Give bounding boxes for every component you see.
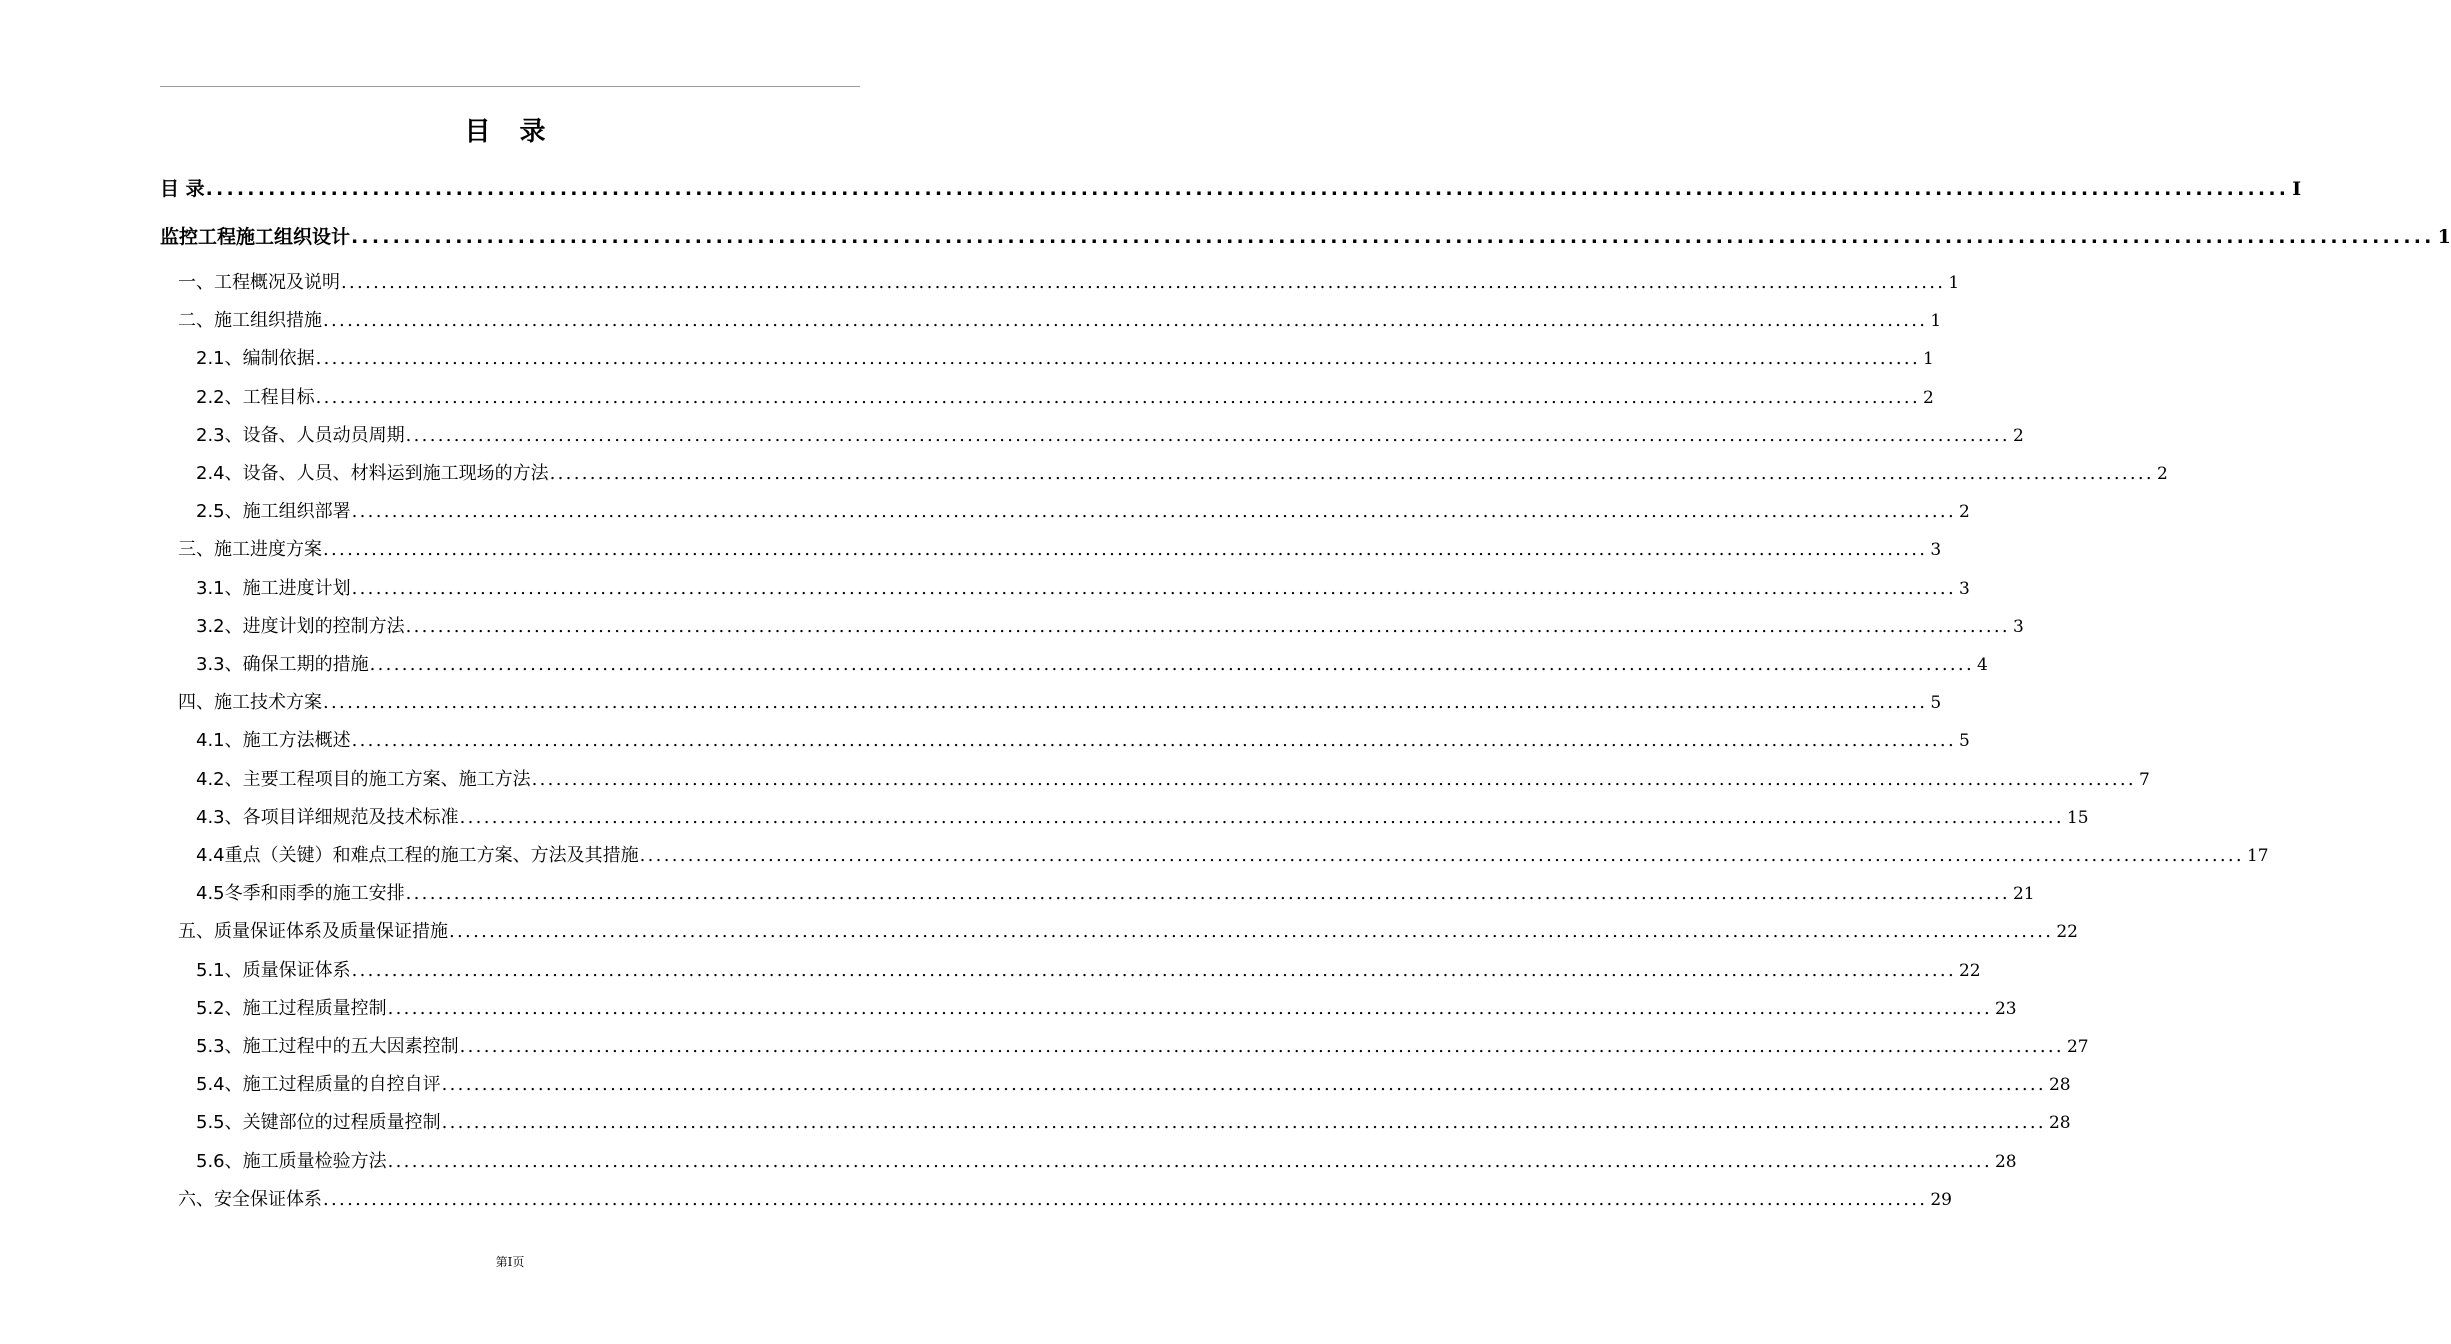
toc-entry-page-number: 5 <box>1958 731 1970 752</box>
toc-entry-page-number: 1 <box>1922 349 1934 370</box>
toc-entry-page-number: 2 <box>2012 425 2024 446</box>
toc-entry-title: 5.4、施工过程质量的自控自评 <box>196 1074 441 1096</box>
toc-leader-dots: ........................................................................................................................................................................................................ <box>351 226 2435 248</box>
toc-entry-title: 4.4重点（关键）和难点工程的施工方案、方法及其措施 <box>196 845 639 866</box>
toc-entry-title: 二、施工组织措施 <box>178 310 322 332</box>
toc-entry-title: 六、安全保证体系 <box>178 1188 322 1210</box>
toc-entry[interactable] <box>178 306 1942 332</box>
toc-entry-title: 5.5、关键部位的过程质量控制 <box>196 1112 441 1134</box>
toc-leader-dots: ........................................................................................................................................................................................................ <box>639 845 2244 866</box>
toc-entry-page-number: 2 <box>1958 502 1970 523</box>
page-footer: 第I页 <box>495 1255 525 1269</box>
toc-leader-dots: ........................................................................................................................................................................................................ <box>441 1074 2046 1096</box>
toc-entry-page-number: 1 <box>2437 226 2451 248</box>
toc-entry-page-number: 7 <box>2138 769 2150 790</box>
toc-entry-title: 4.5冬季和雨季的施工安排 <box>196 883 405 905</box>
toc-entry-title: 2.4、设备、人员、材料运到施工现场的方法 <box>196 463 549 484</box>
toc-leader-dots: ........................................................................................................................................................................................................ <box>315 348 1920 370</box>
toc-entry-page-number: 28 <box>2048 1075 2071 1096</box>
toc-leader-dots: ........................................................................................................................................................................................................ <box>351 501 1956 523</box>
toc-leader-dots: ........................................................................................................................................................................................................ <box>387 1150 1992 1172</box>
toc-entry-page-number: 29 <box>1930 1189 1952 1210</box>
toc-entry-title: 监控工程施工组织设计 <box>160 226 351 248</box>
toc-entry-title: 5.2、施工过程质量控制 <box>196 997 387 1019</box>
toc-entry-page-number: 3 <box>1930 540 1942 561</box>
toc-leader-dots: ........................................................................................................................................................................................................ <box>351 577 1956 599</box>
toc-entry-title: 四、施工技术方案 <box>178 692 322 714</box>
toc-leader-dots: ........................................................................................................................................................................................................ <box>323 539 1928 561</box>
toc-entry[interactable] <box>196 1108 2071 1134</box>
toc-leader-dots: ........................................................................................................................................................................................................ <box>459 806 2064 828</box>
toc-entry-title: 3.3、确保工期的措施 <box>196 654 369 675</box>
toc-entry[interactable] <box>196 803 2089 829</box>
toc-entry-page-number: 21 <box>2012 884 2035 905</box>
toc-entry-title: 3.2、进度计划的控制方法 <box>196 615 405 637</box>
toc-entry-title: 4.1、施工方法概述 <box>196 730 351 752</box>
toc-entry-page-number: 5 <box>1930 693 1942 714</box>
toc-entry-page-number: 22 <box>2056 922 2078 943</box>
toc-leader-dots: ........................................................................................................................................................................................................ <box>405 424 2010 446</box>
toc-entry-title: 一、工程概况及说明 <box>178 272 340 293</box>
toc-entry-title: 五、质量保证体系及质量保证措施 <box>178 921 448 943</box>
toc-entry[interactable] <box>196 344 1934 370</box>
toc-entry[interactable] <box>196 421 2024 447</box>
toc-entry-page-number: 17 <box>2246 846 2269 866</box>
toc-entry[interactable] <box>178 688 1942 714</box>
toc-entry[interactable] <box>196 383 1934 409</box>
toc-entry[interactable] <box>196 765 2150 791</box>
toc-entry[interactable] <box>196 879 2035 905</box>
toc-entry-title: 4.2、主要工程项目的施工方案、施工方法 <box>196 768 531 790</box>
toc-entry-page-number: 2 <box>2156 464 2168 484</box>
toc-entry[interactable] <box>196 994 2017 1020</box>
toc-leader-dots: ........................................................................................................................................................................................................ <box>315 386 1920 408</box>
toc-entry[interactable] <box>196 497 1970 523</box>
toc-leader-dots: ........................................................................................................................................................................................................ <box>369 654 1974 675</box>
toc-entry-title: 3.1、施工进度计划 <box>196 577 351 599</box>
toc-entry-page-number: 4 <box>1976 655 1988 675</box>
toc-entry-page-number: 28 <box>1994 1151 2017 1172</box>
toc-leader-dots: ........................................................................................................................................................................................................ <box>387 997 1992 1019</box>
toc-entry-page-number: 28 <box>2048 1113 2071 1134</box>
toc-leader-dots: ........................................................................................................................................................................................................ <box>351 959 1956 981</box>
toc-entry-title: 2.2、工程目标 <box>196 386 315 408</box>
toc-entry[interactable] <box>196 1032 2089 1058</box>
toc-entry-page-number: 15 <box>2066 807 2089 828</box>
toc-entry-page-number: 3 <box>2012 616 2024 637</box>
toc-entry[interactable] <box>196 612 2024 638</box>
toc-entry-page-number: 3 <box>1958 578 1970 599</box>
toc-entry-page-number: 1 <box>1930 311 1942 332</box>
toc-entry[interactable] <box>160 222 2451 249</box>
toc-entry-page-number: I <box>2292 178 2302 200</box>
toc-entry[interactable] <box>196 650 1988 676</box>
toc-entry-title: 4.3、各项目详细规范及技术标准 <box>196 806 459 828</box>
toc-leader-dots: ........................................................................................................................................................................................................ <box>341 272 1946 293</box>
toc-entry[interactable] <box>178 917 2078 943</box>
toc-entry-page-number: 27 <box>2066 1037 2089 1057</box>
toc-entry[interactable] <box>178 535 1942 561</box>
toc-leader-dots: ........................................................................................................................................................................................................ <box>441 1112 2046 1134</box>
toc-entry-title: 5.6、施工质量检验方法 <box>196 1150 387 1172</box>
toc-entry-title: 5.1、质量保证体系 <box>196 959 351 981</box>
toc-entry-title: 目 录 <box>160 178 205 200</box>
toc-leader-dots: ........................................................................................................................................................................................................ <box>405 883 2010 905</box>
toc-leader-dots: ........................................................................................................................................................................................................ <box>459 1036 2064 1057</box>
toc-entry[interactable] <box>196 459 2168 485</box>
toc-entry[interactable] <box>196 1070 2071 1096</box>
toc-entry-page-number: 22 <box>1958 960 1981 981</box>
toc-entry-title: 5.3、施工过程中的五大因素控制 <box>196 1036 459 1057</box>
toc-entry[interactable] <box>196 956 1981 982</box>
toc-entry-title: 2.3、设备、人员动员周期 <box>196 424 405 446</box>
toc-leader-dots: ........................................................................................................................................................................................................ <box>549 463 2154 484</box>
toc-entry-page-number: 1 <box>1948 273 1960 293</box>
toc-entry[interactable] <box>196 841 2269 867</box>
toc-leader-dots: ........................................................................................................................................................................................................ <box>205 178 2290 200</box>
toc-entry[interactable] <box>160 174 2302 201</box>
toc-leader-dots: ........................................................................................................................................................................................................ <box>531 768 2136 790</box>
toc-leader-dots: ........................................................................................................................................................................................................ <box>323 1188 1928 1210</box>
toc-entry-title: 三、施工进度方案 <box>178 539 322 561</box>
toc-entry-page-number: 2 <box>1922 387 1934 408</box>
toc-leader-dots: ........................................................................................................................................................................................................ <box>323 310 1928 332</box>
toc-entry[interactable] <box>196 1147 2017 1173</box>
toc-entry-title: 2.1、编制依据 <box>196 348 315 370</box>
toc-entry[interactable] <box>178 268 1960 294</box>
toc-leader-dots: ........................................................................................................................................................................................................ <box>351 730 1956 752</box>
toc-leader-dots: ........................................................................................................................................................................................................ <box>449 921 2054 943</box>
toc-entry[interactable] <box>196 726 1970 752</box>
toc-entry[interactable] <box>196 574 1970 600</box>
toc-entry-title: 2.5、施工组织部署 <box>196 501 351 523</box>
toc-leader-dots: ........................................................................................................................................................................................................ <box>323 692 1928 714</box>
toc-entry[interactable] <box>178 1185 1952 1211</box>
toc-leader-dots: ........................................................................................................................................................................................................ <box>405 615 2010 637</box>
toc-entry-page-number: 23 <box>1994 998 2017 1019</box>
page-title: 目 录 <box>464 117 556 147</box>
